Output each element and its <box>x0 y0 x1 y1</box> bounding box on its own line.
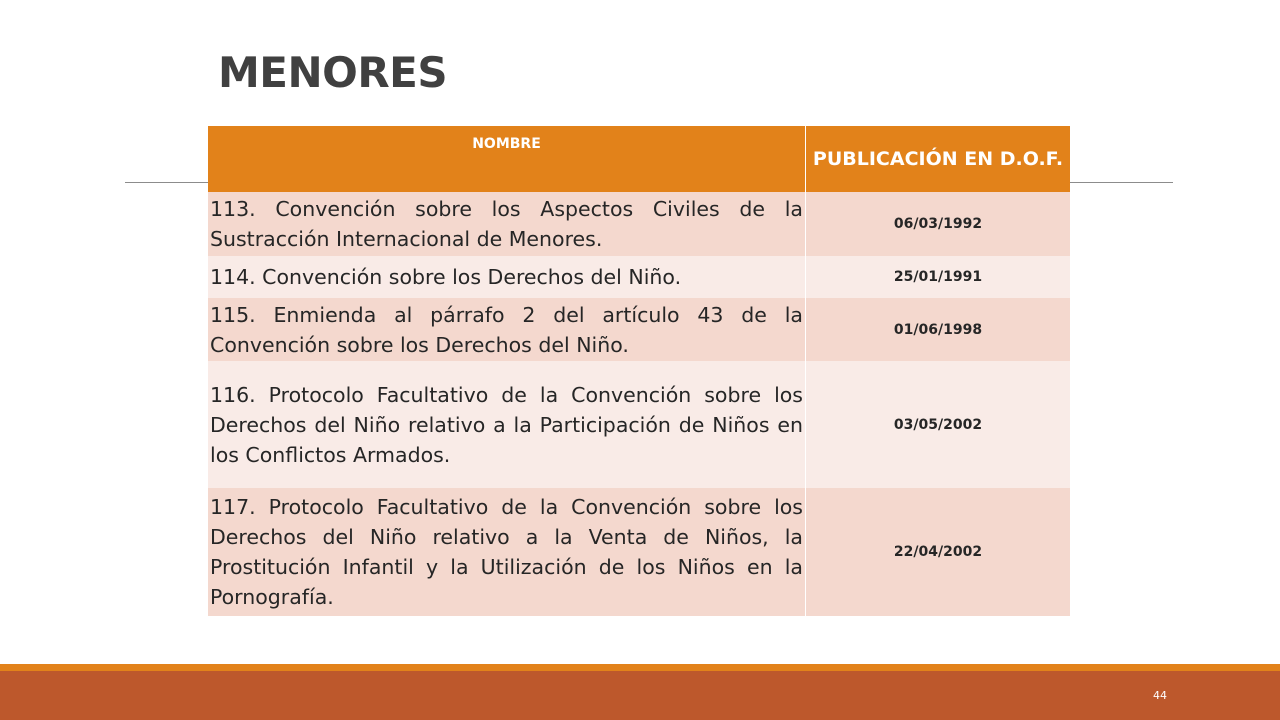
treaty-name: 117. Protocolo Facultativo de la Convención sobre los Derechos del Niño relativo a la Venta de Niños, la Prostitución Infantil y la Utilización de los Niños en la Pornografía. <box>210 495 803 609</box>
treaties-table <box>208 126 1070 616</box>
header-name-label: NOMBRE <box>472 136 541 152</box>
publication-date: 22/04/2002 <box>893 544 983 560</box>
treaty-name-cell <box>208 256 806 298</box>
publication-date: 01/06/1998 <box>893 321 983 338</box>
table-row <box>208 256 1070 298</box>
treaty-name: 116. Protocolo Facultativo de la Convención sobre los Derechos del Niño relativo a la Participación de Niños en los Conflictos Armados. <box>210 382 803 467</box>
table-row <box>208 488 1070 616</box>
publication-date: 06/03/1992 <box>893 216 983 232</box>
page-number: 44 <box>1153 689 1167 702</box>
header-date-cell <box>806 126 1070 192</box>
header-name-cell <box>208 126 806 192</box>
treaty-name: 115. Enmienda al párrafo 2 del artículo 43 de la Convención sobre los Derechos del Niño. <box>210 302 803 357</box>
treaty-name-cell <box>208 361 806 488</box>
table-header-row <box>208 126 1070 192</box>
table-row <box>208 192 1070 256</box>
divider-right <box>1070 182 1173 183</box>
slide-title: MENORES <box>218 48 448 97</box>
treaty-name-cell <box>208 192 806 256</box>
treaty-name: 114. Convención sobre los Derechos del Niño. <box>210 265 682 289</box>
publication-date: 03/05/2002 <box>893 416 983 433</box>
header-date-label: PUBLICACIÓN EN D.O.F. <box>812 148 1064 170</box>
treaty-name: 113. Convención sobre los Aspectos Civiles de la Sustracción Internacional de Menores. <box>210 197 803 251</box>
publication-date: 25/01/1991 <box>893 269 983 285</box>
table-row <box>208 298 1070 361</box>
footer-accent-bar <box>0 664 1280 671</box>
table-row <box>208 361 1070 488</box>
footer-bar <box>0 671 1280 720</box>
treaty-name-cell <box>208 488 806 616</box>
divider-left <box>125 182 210 183</box>
treaty-name-cell <box>208 298 806 361</box>
